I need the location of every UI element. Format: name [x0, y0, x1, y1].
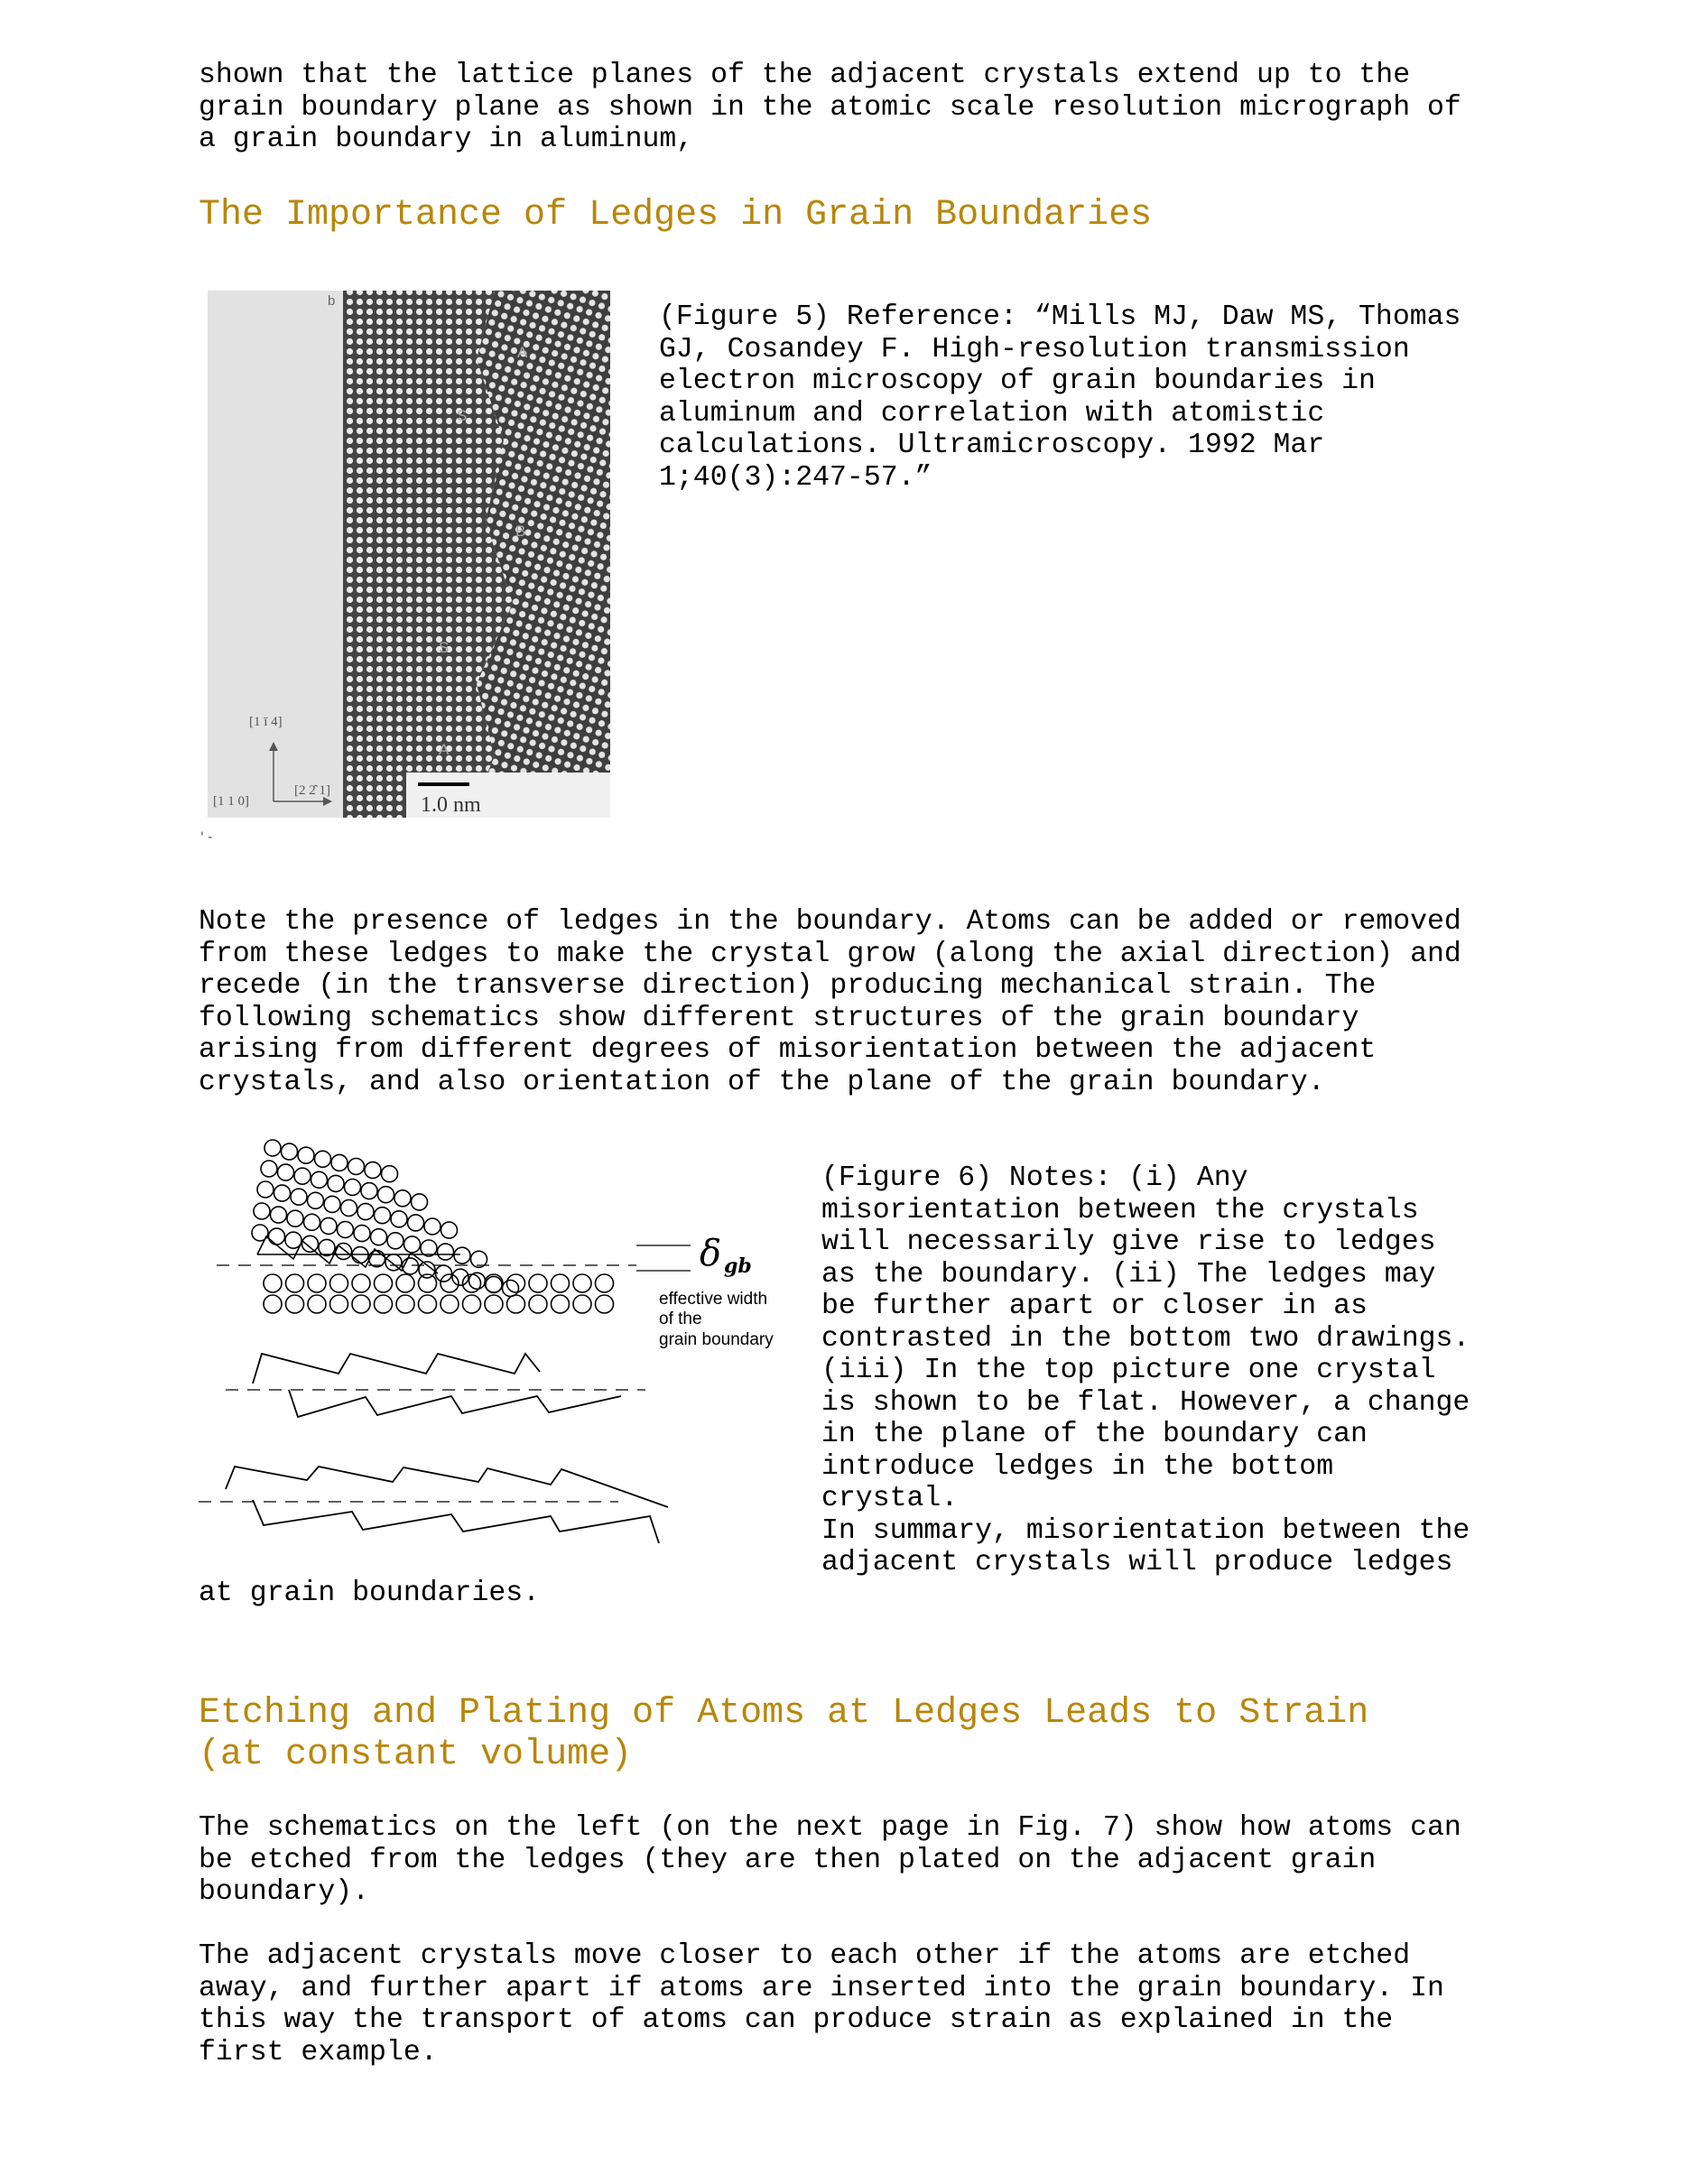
atom-circle [507, 1274, 525, 1292]
atom-circle [264, 1295, 282, 1313]
atom-circle [345, 1180, 361, 1196]
atom-circle [352, 1295, 370, 1313]
axis-label-left: [1 1 0] [213, 794, 249, 809]
intro-paragraph: shown that the lattice planes of the adjacent crystals extend up to the grain boundary plane as shown in the atomic scale resolution micrograph of a grain boundary in aluminum, [199, 60, 1461, 155]
atom-circle [375, 1208, 391, 1224]
atom-circle [341, 1200, 357, 1217]
atom-circle [286, 1295, 304, 1313]
hrtem-micrograph [206, 287, 612, 819]
atom-circle [369, 1251, 385, 1267]
atom-circle [324, 1196, 340, 1212]
atom-circle [378, 1187, 394, 1203]
figure5-caption: (Figure 5) Reference: “Mills MJ, Daw MS, Thomas GJ, Cosandey F. High-resolution transmission electron microscopy of grain boundaries in aluminum and correlation with atomistic calculations. Ultramicroscopy. 1992 Mar 1;40(3):247-57.” [659, 301, 1461, 494]
atom-circle [412, 1194, 428, 1210]
atom-circle [287, 1210, 303, 1226]
tilted-crystal-atoms [252, 1140, 519, 1297]
ledges-paragraph: Note the presence of ledges in the boundary. Atoms can be added or removed from these ledges to make the crystal grow (along the axial direction) and recede (in the transverse direction) producing mechanical strain. The following schematics show different structures of the grain boundary arising from different degrees of misorientation between the adjacent crystals, and also orientation of the plane of the grain boundary. [199, 906, 1461, 1098]
atom-circle [507, 1295, 525, 1313]
atom-circle [311, 1171, 328, 1188]
figure6-caption: (Figure 6) Notes: (i) Any misorientation between the crystals will necessarily give rise to ledges as the boundary. (ii) The ledges may be further apart or closer in as contrasted in the bottom two drawings. (iii) In the top picture one crystal is shown to be flat. However, a change in the plane of the boundary can introduce ledges in the bottom crystal. In summary, misorientation between the adjacent crystals will produce ledges [821, 1162, 1470, 1578]
width-label-3: grain boundary [659, 1330, 774, 1349]
atom-circle [396, 1295, 414, 1313]
atom-circle [282, 1143, 298, 1160]
atom-circle [552, 1274, 570, 1292]
atom-circle [419, 1295, 437, 1313]
atom-circle [278, 1164, 294, 1180]
etch-paragraph-2: The adjacent crystals move closer to each other if the atoms are etched away, and further apart if atoms are inserted into the grain boundary. In this way the transport of atoms can produce strain as explained in the first example. [199, 1940, 1444, 2068]
atom-circle [274, 1185, 291, 1201]
atom-circle [338, 1222, 354, 1238]
atom-circle [441, 1222, 458, 1238]
atom-circle [330, 1274, 348, 1292]
point-label-s-top: S [457, 407, 468, 424]
atom-circle [469, 1272, 486, 1289]
atom-circle [382, 1166, 398, 1182]
atom-circle [285, 1232, 301, 1248]
atom-circle [264, 1140, 281, 1156]
atom-circle [357, 1204, 374, 1220]
atom-circle [315, 1151, 331, 1167]
tail-text: at grain boundaries. [199, 1578, 541, 1609]
atom-circle [596, 1274, 614, 1292]
grain-boundary-schematic [190, 1128, 821, 1561]
atom-circle [485, 1295, 503, 1313]
atom-circle [454, 1247, 470, 1263]
atom-circle [361, 1183, 377, 1199]
stray-mark: ' - [200, 830, 213, 845]
atom-circle [330, 1295, 348, 1313]
atom-circle [331, 1154, 348, 1171]
atom-circle [352, 1274, 370, 1292]
atom-circle [419, 1274, 437, 1292]
atom-circle [302, 1235, 319, 1252]
atom-circle [271, 1207, 287, 1223]
panel-label: b [328, 293, 336, 309]
ledges-drawing-middle [253, 1354, 621, 1417]
atom-circle [257, 1181, 274, 1198]
atom-circle [291, 1189, 307, 1205]
atom-circle [308, 1274, 326, 1292]
atom-circle [261, 1161, 277, 1177]
heading-etching: Etching and Plating of Atoms at Ledges Leads to Strain (at constant volume) [199, 1693, 1369, 1775]
atom-circle [294, 1168, 311, 1184]
atom-circle [387, 1233, 403, 1249]
atom-circle [404, 1236, 421, 1253]
point-label-s-bottom: S [439, 639, 450, 656]
atom-circle [371, 1229, 387, 1245]
atom-circle [394, 1190, 411, 1207]
boundary-ledges-top [257, 1236, 460, 1273]
atom-circle [391, 1211, 407, 1227]
atom-circle [304, 1214, 320, 1230]
atom-circle [436, 1265, 452, 1282]
axis-label-up: [1 ī 4] [249, 715, 283, 729]
axis-label-right: [2 2̂ 1] [294, 783, 330, 798]
heading-ledges: The Importance of Ledges in Grain Boundaries [199, 195, 1153, 236]
atom-circle [463, 1295, 481, 1313]
atom-circle [438, 1244, 454, 1260]
atom-circle [596, 1295, 614, 1313]
atom-circle [269, 1228, 285, 1245]
atom-circle [308, 1192, 324, 1208]
atom-circle [319, 1239, 335, 1255]
width-label-1: effective width [659, 1290, 768, 1309]
point-label-a-top: A [517, 344, 528, 361]
point-label-b: B [515, 523, 526, 540]
atom-circle [254, 1203, 270, 1219]
atom-circle [375, 1295, 393, 1313]
delta-symbol: δ [700, 1233, 722, 1274]
atom-circle [348, 1159, 365, 1175]
atom-circle [298, 1147, 314, 1163]
atom-circle [441, 1295, 459, 1313]
atom-circle [529, 1274, 547, 1292]
delta-subscript: gb [724, 1254, 752, 1278]
atom-circle [365, 1162, 381, 1179]
atom-circle [396, 1274, 414, 1292]
atom-circle [354, 1226, 370, 1242]
atom-circle [573, 1274, 591, 1292]
atom-circle [503, 1281, 519, 1297]
atom-circle [286, 1274, 304, 1292]
atom-circle [308, 1295, 326, 1313]
atom-circle [375, 1274, 393, 1292]
atom-circle [552, 1295, 570, 1313]
ledges-drawing-bottom [226, 1467, 668, 1543]
atom-circle [320, 1217, 337, 1234]
atom-circle [264, 1274, 282, 1292]
etch-paragraph-1: The schematics on the left (on the next page in Fig. 7) show how atoms can be etched from the ledges (they are then plated on the adjacent grain boundary). [199, 1812, 1461, 1908]
width-label-2: of the [659, 1309, 702, 1328]
micrograph-inset-panel [208, 291, 343, 818]
atom-circle [529, 1295, 547, 1313]
atom-circle [573, 1295, 591, 1313]
point-label-a-bottom: A [439, 741, 450, 758]
atom-circle [408, 1215, 424, 1231]
atom-circle [424, 1218, 441, 1235]
scale-bar-label: 1.0 nm [421, 793, 481, 817]
atom-circle [328, 1175, 344, 1191]
